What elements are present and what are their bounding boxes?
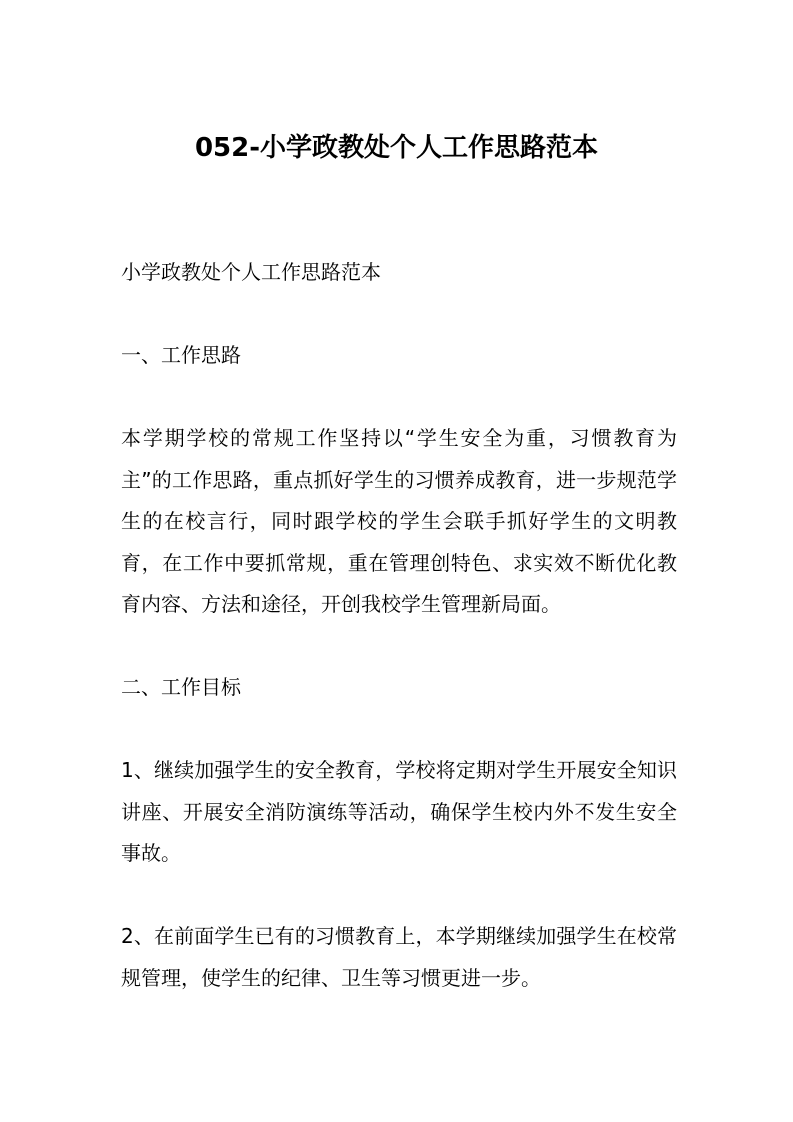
document-body	[121, 252, 677, 1041]
document-subtitle: 小学政教处个人工作思路范本	[121, 260, 381, 284]
section-heading-work-approach: 一、工作思路	[121, 343, 241, 367]
goal-item-2: 2、在前面学生已有的习惯教育上，本学期继续加强学生在校常规管理，使学生的纪律、卫生等习惯更进一步。	[121, 924, 677, 990]
section-heading-work-goals: 二、工作目标	[121, 675, 241, 699]
paragraph-work-approach: 本学期学校的常规工作坚持以“学生安全为重，习惯教育为主”的工作思路，重点抓好学生的习惯养成教育，进一步规范学生的在校言行，同时跟学校的学生会联手抓好学生的文明教育，在工作中要抓常规，重在管理创特色、求实效不断优化教育内容、方法和途径，开创我校学生管理新局面。	[121, 426, 677, 616]
goal-item-1: 1、继续加强学生的安全教育，学校将定期对学生开展安全知识讲座、开展安全消防演练等活动，确保学生校内外不发生安全事故。	[121, 758, 677, 865]
document-title: 052-小学政教处个人工作思路范本	[194, 133, 599, 163]
